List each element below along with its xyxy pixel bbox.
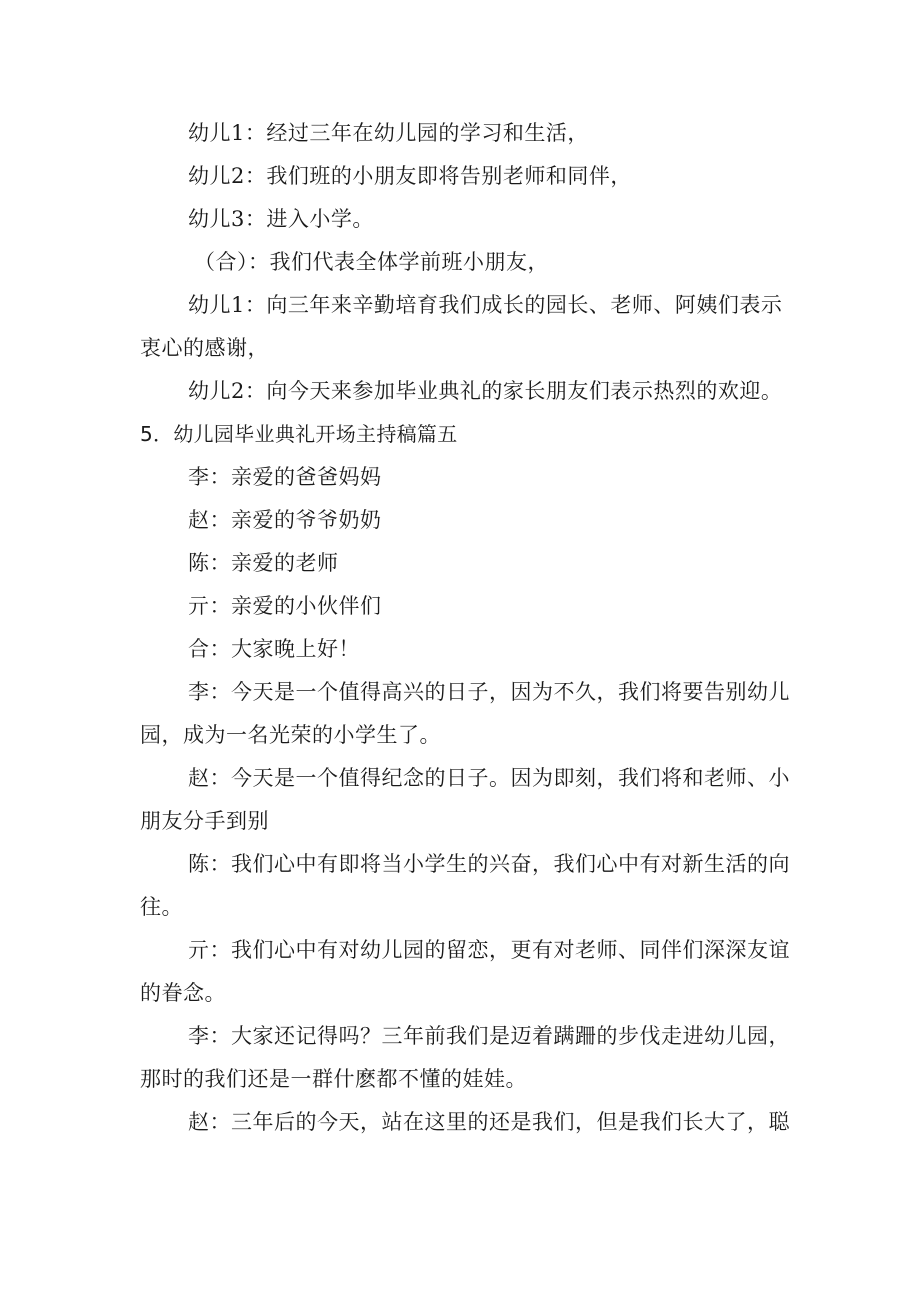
paragraph-line: 赵：今天是一个值得纪念的日子。因为即刻，我们将和老师、小 (188, 766, 790, 790)
document-body (140, 112, 790, 1144)
paragraph-line: 李：大家还记得吗？三年前我们是迈着蹒跚的步伐走进幼儿园， (188, 1024, 790, 1048)
paragraph-line: 陈：亲爱的老师 (188, 551, 339, 575)
section-heading: 5．幼儿园毕业典礼开场主持稿篇五 (140, 422, 458, 446)
paragraph-line: 的眷念。 (140, 981, 226, 1005)
paragraph-line: 合：大家晚上好！ (188, 637, 360, 661)
paragraph-line: 亓：我们心中有对幼儿园的留恋，更有对老师、同伴们深深友谊 (188, 938, 790, 962)
paragraph-line: 李：亲爱的爸爸妈妈 (188, 465, 382, 489)
paragraph-line: 园，成为一名光荣的小学生了。 (140, 723, 441, 747)
paragraph-line: 朋友分手到别 (140, 809, 269, 833)
paragraph-line: 亓：亲爱的小伙伴们 (188, 594, 382, 618)
paragraph-line: 李：今天是一个值得高兴的日子，因为不久，我们将要告别幼儿 (188, 680, 790, 704)
paragraph-line: 幼儿2：我们班的小朋友即将告别老师和同伴， (188, 164, 632, 188)
paragraph-line: 陈：我们心中有即将当小学生的兴奋，我们心中有对新生活的向 (188, 852, 790, 876)
paragraph-line: 衷心的感谢， (140, 336, 269, 360)
paragraph-line: 赵：三年后的今天，站在这里的还是我们，但是我们长大了，聪 (188, 1110, 790, 1134)
paragraph-line: 幼儿2：向今天来参加毕业典礼的家长朋友们表示热烈的欢迎。 (188, 379, 783, 403)
paragraph-line: 幼儿1：向三年来辛勤培育我们成长的园长、老师、阿姨们表示 (188, 293, 783, 317)
paragraph-line: 幼儿1：经过三年在幼儿园的学习和生活， (188, 121, 589, 145)
paragraph-line: 往。 (140, 895, 183, 919)
paragraph-line: 那时的我们还是一群什麽都不懂的娃娃。 (140, 1067, 527, 1091)
paragraph-line: 幼儿3：进入小学。 (188, 207, 374, 231)
paragraph-line: 赵：亲爱的爷爷奶奶 (188, 508, 382, 532)
paragraph-line: （合）：我们代表全体学前班小朋友， (194, 250, 549, 274)
